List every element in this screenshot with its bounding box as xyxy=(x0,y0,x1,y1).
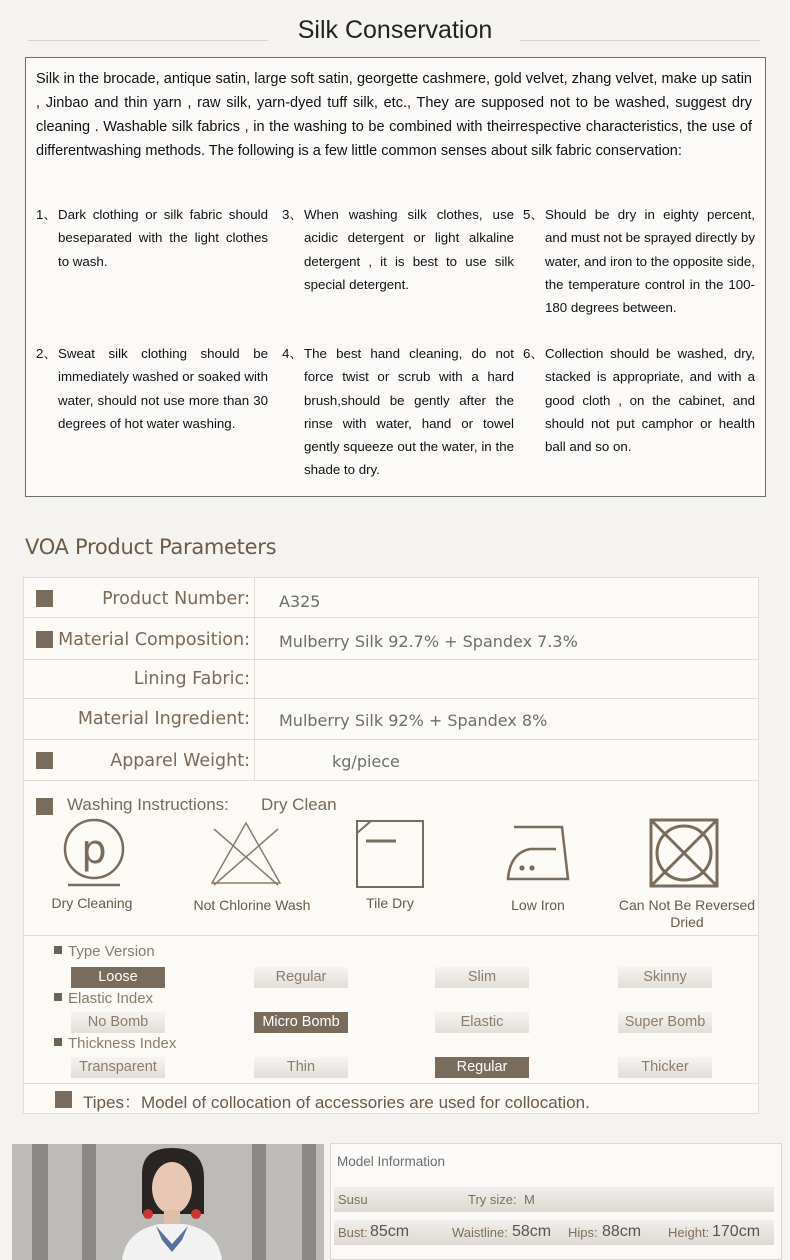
tips-text: Tipes：Model of collocation of accessories are used for collocation. xyxy=(83,1093,590,1112)
tip-number: 6、 xyxy=(523,346,544,361)
wash-label: Not Chlorine Wash xyxy=(193,897,311,913)
param-row-material-composition xyxy=(24,618,758,660)
washing-value: Dry Clean xyxy=(261,795,337,814)
param-label: Lining Fabric: xyxy=(133,669,250,689)
tip-text: The best hand cleaning, do not force twist or scrub with a hard brush,should be gently after the rinse with water, hand or towel gently squeeze out the water, in the shade to dry. xyxy=(304,346,514,478)
elastic-option-micro-bomb[interactable]: Micro Bomb xyxy=(254,1012,348,1033)
type-option-regular[interactable]: Regular xyxy=(254,967,348,988)
tip-text: Sweat silk clothing should be immediately washed or soaked with water, should not use more than 30 degrees of hot water washing. xyxy=(58,346,268,431)
param-row-material-ingredient xyxy=(24,699,758,740)
model-name: Susu xyxy=(338,1192,368,1207)
conservation-box xyxy=(25,57,766,497)
bust-label: Bust: xyxy=(338,1225,368,1240)
conservation-intro: Silk in the brocade, antique satin, large soft satin, georgette cashmere, gold velvet, zhang velvet, make up satin , Jinbao and thin yarn , raw silk, yarn-dyed tuff silk, etc., They are supposed not to be washed, suggest dry cleaning . Washable silk fabrics , in the washing to be combined with theirrespective characteristics, the use of differentwashing methods. The following is a few little common senses about silk fabric conservation: xyxy=(36,71,752,159)
model-photo xyxy=(12,1144,324,1260)
tip-text: Should be dry in eighty percent, and must not be sprayed directly by water, and iron to the opposite side, the temperature control in the 100-180 degrees between. xyxy=(545,207,755,316)
param-row-product-number xyxy=(24,578,758,618)
dry-clean-p-icon xyxy=(62,817,126,889)
tip-text: When washing silk clothes, use acidic detergent or light alkaline detergent , it is best to use silk special detergent. xyxy=(304,207,514,292)
bullet-square xyxy=(36,798,53,815)
param-label: Product Number: xyxy=(102,589,250,609)
wash-label: Tile Dry xyxy=(366,895,414,911)
param-label: Apparel Weight: xyxy=(110,751,250,771)
thickness-option-regular[interactable]: Regular xyxy=(435,1057,529,1078)
fit-attributes-box xyxy=(23,936,759,1084)
bullet-square xyxy=(36,752,53,769)
waist-label: Waistline: xyxy=(452,1225,508,1240)
bullet-square xyxy=(36,590,53,607)
param-label: Material Ingredient: xyxy=(77,709,250,729)
wash-label: Low Iron xyxy=(511,897,565,913)
wash-label: Dry Cleaning xyxy=(51,895,133,911)
section-title: Silk Conservation xyxy=(297,16,493,44)
bullet-square xyxy=(55,1091,72,1108)
no-chlorine-triangle-icon xyxy=(208,819,284,889)
type-version-label: Type Version xyxy=(54,943,155,960)
param-value: kg/piece xyxy=(332,752,400,771)
model-info-panel xyxy=(330,1143,782,1260)
param-row-apparel-weight xyxy=(24,740,758,781)
tips-row xyxy=(23,1084,759,1114)
param-value: A325 xyxy=(279,592,321,611)
elastic-option-super-bomb[interactable]: Super Bomb xyxy=(618,1012,712,1033)
model-name-bar xyxy=(334,1187,774,1212)
height-value: 170cm xyxy=(712,1223,761,1240)
param-value: Mulberry Silk 92.7% + Spandex 7.3% xyxy=(279,632,578,651)
type-option-skinny[interactable]: Skinny xyxy=(618,967,712,988)
tip-number: 5、 xyxy=(523,207,544,222)
elastic-option-no-bomb[interactable]: No Bomb xyxy=(71,1012,165,1033)
tip-number: 1、 xyxy=(36,207,57,222)
try-size-label: Try size: xyxy=(468,1192,517,1207)
hips-value: 88cm xyxy=(602,1223,642,1240)
wash-label: Can Not Be Reversed Dried xyxy=(618,897,756,930)
bullet-square xyxy=(36,631,53,648)
model-figure xyxy=(112,1144,232,1260)
section-title-wrap xyxy=(0,12,790,52)
tip-number: 2、 xyxy=(36,346,57,361)
params-table xyxy=(23,577,759,781)
tile-dry-icon xyxy=(354,819,426,889)
tip-text: Dark clothing or silk fabric should beseparated with the light clothes to wash. xyxy=(58,207,268,269)
thickness-option-thin[interactable]: Thin xyxy=(254,1057,348,1078)
model-info-header: Model Information xyxy=(337,1154,446,1169)
params-title: VOA Product Parameters xyxy=(25,535,277,559)
param-row-lining-fabric xyxy=(24,660,758,699)
washing-label: Washing Instructions: xyxy=(67,795,229,814)
hips-label: Hips: xyxy=(568,1225,598,1240)
waist-value: 58cm xyxy=(512,1223,552,1240)
thickness-index-label: Thickness Index xyxy=(54,1035,176,1052)
tip-text: Collection should be washed, dry, stacked is appropriate, and with a good cloth , on the cabinet, and should not put camphor or health ball and so on. xyxy=(545,346,755,455)
elastic-index-label: Elastic Index xyxy=(54,990,153,1007)
try-size-value: M xyxy=(524,1192,535,1207)
model-measure-bar xyxy=(334,1220,774,1245)
tip-number: 4、 xyxy=(282,346,303,361)
bust-value: 85cm xyxy=(370,1223,410,1240)
title-rule-right xyxy=(520,40,760,41)
thickness-option-transparent[interactable]: Transparent xyxy=(71,1057,165,1078)
elastic-option-elastic[interactable]: Elastic xyxy=(435,1012,529,1033)
svg-text:p: p xyxy=(81,827,107,873)
param-value: Mulberry Silk 92% + Spandex 8% xyxy=(279,711,548,730)
param-label: Material Composition: xyxy=(58,630,250,650)
type-option-loose[interactable]: Loose xyxy=(71,967,165,988)
tip-number: 3、 xyxy=(282,207,303,222)
no-tumble-dry-icon xyxy=(648,817,722,889)
type-option-slim[interactable]: Slim xyxy=(435,967,529,988)
thickness-option-thicker[interactable]: Thicker xyxy=(618,1057,712,1078)
washing-box xyxy=(23,781,759,936)
height-label: Height: xyxy=(668,1225,710,1240)
low-iron-icon xyxy=(504,823,574,887)
